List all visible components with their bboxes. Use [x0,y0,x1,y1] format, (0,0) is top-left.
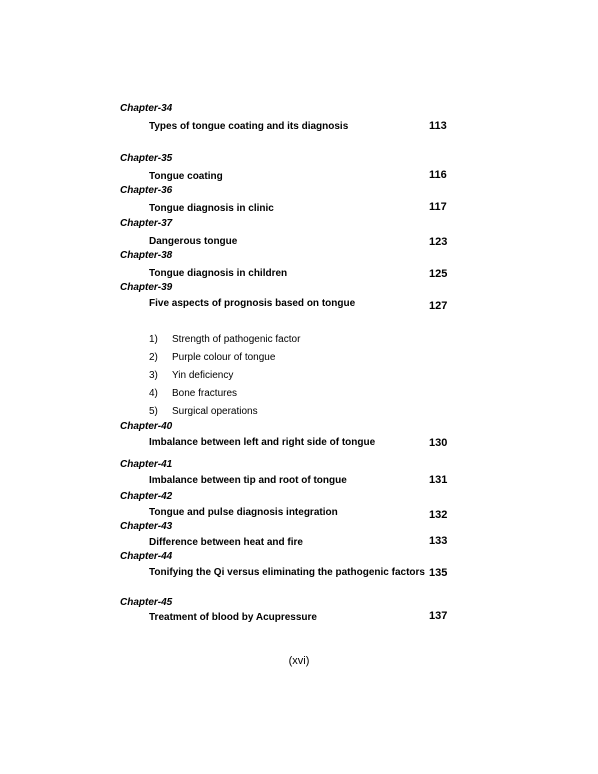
chapter-label: Chapter-34 [120,103,173,114]
page-number: 116 [429,169,447,181]
chapter-title: Tongue diagnosis in clinic [149,203,274,214]
chapter-label: Chapter-42 [120,491,173,502]
chapter-title: Tongue diagnosis in children [149,268,288,279]
page-number: 117 [429,201,447,213]
page-number: 131 [429,474,448,486]
chapter-label: Chapter-39 [120,282,173,293]
page-number: 135 [429,567,448,579]
chapter-label: Chapter-43 [120,521,173,532]
page-number: 137 [429,610,448,622]
page-number: 133 [429,535,448,547]
chapter-label: Chapter-38 [120,250,173,261]
page-number: 127 [429,300,448,312]
chapter-label: Chapter-45 [120,597,173,608]
subitem-text: Surgical operations [172,406,258,417]
chapter-label: Chapter-36 [120,185,173,196]
subitem-text: Purple colour of tongue [172,352,276,363]
page-number: 113 [429,120,447,132]
subitem-text: Strength of pathogenic factor [172,334,301,345]
chapter-title: Tonifying the Qi versus eliminating the pathogenic factors [149,567,425,578]
chapter-title: Types of tongue coating and its diagnosis [149,121,349,132]
page-number: 123 [429,236,448,248]
chapter-title: Imbalance between left and right side of tongue [149,437,376,448]
subitem-number: 3) [149,370,158,381]
chapter-label: Chapter-40 [120,421,173,432]
subitem-text: Bone fractures [172,388,238,399]
subitem-number: 4) [149,388,158,399]
subitem-number: 2) [149,352,158,363]
page-footer-number: (xvi) [288,655,310,667]
chapter-label: Chapter-35 [120,153,173,164]
subitem-number: 5) [149,406,158,417]
chapter-title: Dangerous tongue [149,236,238,247]
page-number: 130 [429,437,448,449]
subitem-text: Yin deficiency [172,370,234,381]
subitem-number: 1) [149,334,158,345]
chapter-label: Chapter-41 [120,459,173,470]
chapter-label: Chapter-37 [120,218,173,229]
chapter-title: Tongue coating [149,171,223,182]
page-number: 132 [429,509,448,521]
page-number: 125 [429,268,448,280]
chapter-title: Difference between heat and fire [149,537,303,548]
chapter-title: Imbalance between tip and root of tongue [149,475,347,486]
chapter-label: Chapter-44 [120,551,173,562]
chapter-title: Tongue and pulse diagnosis integration [149,507,338,518]
chapter-title: Treatment of blood by Acupressure [149,612,317,623]
chapter-title: Five aspects of prognosis based on tongue [149,298,356,309]
